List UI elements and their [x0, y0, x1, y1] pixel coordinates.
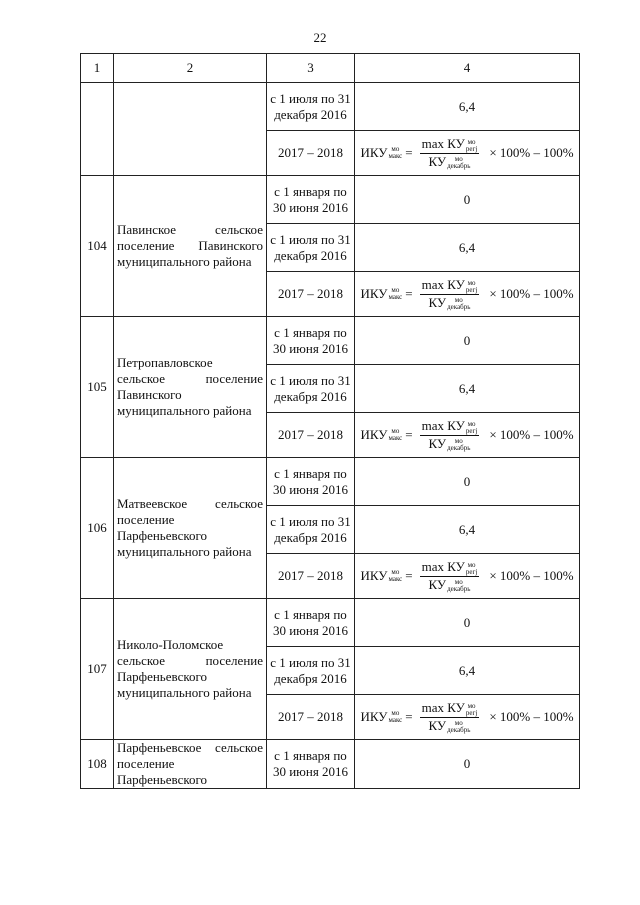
value-cell: 0 — [355, 599, 580, 647]
formula-den-sup: мо — [454, 295, 463, 304]
formula-cell — [355, 272, 580, 317]
row-number: 108 — [81, 740, 114, 789]
value-cell: 6,4 — [355, 506, 580, 554]
value-cell: 6,4 — [355, 83, 580, 131]
formula-lhs-sup: мо — [391, 709, 400, 717]
row-number: 105 — [81, 317, 114, 458]
period-cell: с 1 июля по 31 декабря 2016 — [267, 506, 355, 554]
column-header: 2 — [114, 54, 267, 83]
value-cell: 6,4 — [355, 224, 580, 272]
period-cell: с 1 января по 30 июня 2016 — [267, 599, 355, 647]
formula-numerator: max КУ — [421, 559, 465, 575]
formula-den-sup: мо — [454, 577, 463, 586]
formula-denominator: КУ — [428, 576, 447, 592]
formula-lhs: ИКУ — [360, 568, 388, 583]
formula-tail: × 100% – 100% — [489, 427, 574, 442]
formula — [358, 418, 576, 451]
formula-equals: = — [405, 427, 413, 442]
formula-numerator: max КУ — [421, 277, 465, 293]
formula-lhs-sub: макс — [388, 434, 403, 442]
period-cell: с 1 июля по 31 декабря 2016 — [267, 365, 355, 413]
formula-num-sup: мо — [467, 137, 476, 146]
formula-den-sub: декабрь — [447, 302, 471, 311]
formula — [358, 700, 576, 733]
formula-den-sub: декабрь — [447, 584, 471, 593]
formula-fraction — [420, 559, 480, 592]
settlement-name: Павинское сельское поселение Павинского муниципального района — [114, 176, 267, 317]
formula-lhs: ИКУ — [360, 286, 388, 301]
formula-cell — [355, 131, 580, 176]
formula-cell — [355, 554, 580, 599]
period-cell: с 1 июля по 31 декабря 2016 — [267, 647, 355, 695]
table-row — [81, 83, 580, 131]
formula-num-sup: мо — [467, 560, 476, 569]
formula-numerator: max КУ — [421, 136, 465, 152]
table-row — [81, 176, 580, 224]
table-row — [81, 458, 580, 506]
formula-lhs-sup: мо — [391, 427, 400, 435]
formula-den-sub: декабрь — [447, 725, 471, 734]
column-header: 4 — [355, 54, 580, 83]
value-cell: 0 — [355, 317, 580, 365]
page-number: 22 — [313, 30, 327, 45]
period-cell: 2017 – 2018 — [267, 695, 355, 740]
formula — [358, 136, 576, 169]
formula-denominator: КУ — [428, 153, 447, 169]
formula-den-sup: мо — [454, 718, 463, 727]
formula — [358, 559, 576, 592]
formula-cell — [355, 695, 580, 740]
formula-num-sup: мо — [467, 419, 476, 428]
value-cell: 0 — [355, 176, 580, 224]
formula-num-sub: регj — [465, 285, 478, 294]
period-cell: 2017 – 2018 — [267, 413, 355, 458]
value-cell: 0 — [355, 740, 580, 789]
formula-lhs-sup: мо — [391, 286, 400, 294]
period-cell: с 1 января по 30 июня 2016 — [267, 740, 355, 789]
table-body — [81, 83, 580, 789]
formula-fraction — [420, 700, 480, 733]
formula-tail: × 100% – 100% — [489, 145, 574, 160]
period-cell: с 1 января по 30 июня 2016 — [267, 176, 355, 224]
formula-tail: × 100% – 100% — [489, 709, 574, 724]
formula-lhs-sup: мо — [391, 145, 400, 153]
formula-equals: = — [405, 568, 413, 583]
table-row — [81, 599, 580, 647]
settlement-name: Николо-Поломское сельское поселение Парфеньевского муниципального района — [114, 599, 267, 740]
formula-den-sub: декабрь — [447, 443, 471, 452]
period-cell: с 1 января по 30 июня 2016 — [267, 317, 355, 365]
table-row — [81, 740, 580, 789]
formula-num-sub: регj — [465, 708, 478, 717]
formula-lhs: ИКУ — [360, 145, 388, 160]
row-number: 106 — [81, 458, 114, 599]
formula-denominator: КУ — [428, 717, 447, 733]
formula-fraction — [420, 277, 480, 310]
formula-num-sup: мо — [467, 278, 476, 287]
row-number — [81, 83, 114, 176]
formula-num-sub: регj — [465, 426, 478, 435]
formula-num-sub: регj — [465, 144, 478, 153]
value-cell: 6,4 — [355, 365, 580, 413]
settlement-name — [114, 83, 267, 176]
tariff-table — [80, 53, 580, 789]
formula-num-sup: мо — [467, 701, 476, 710]
formula-lhs: ИКУ — [360, 427, 388, 442]
formula-numerator: max КУ — [421, 700, 465, 716]
formula-lhs-sub: макс — [388, 152, 403, 160]
table-header-row — [81, 54, 580, 83]
formula-denominator: КУ — [428, 294, 447, 310]
period-cell: с 1 января по 30 июня 2016 — [267, 458, 355, 506]
column-header: 3 — [267, 54, 355, 83]
formula-num-sub: регj — [465, 567, 478, 576]
period-cell: с 1 июля по 31 декабря 2016 — [267, 83, 355, 131]
formula-fraction — [420, 136, 480, 169]
formula-equals: = — [405, 145, 413, 160]
formula-lhs-sub: макс — [388, 575, 403, 583]
formula — [358, 277, 576, 310]
column-header: 1 — [81, 54, 114, 83]
value-cell: 6,4 — [355, 647, 580, 695]
settlement-name: Парфеньевское сельское поселение Парфеньевского — [114, 740, 267, 789]
table-row — [81, 317, 580, 365]
formula-lhs-sup: мо — [391, 568, 400, 576]
period-cell: 2017 – 2018 — [267, 131, 355, 176]
row-number: 107 — [81, 599, 114, 740]
row-number: 104 — [81, 176, 114, 317]
formula-tail: × 100% – 100% — [489, 286, 574, 301]
formula-lhs-sub: макс — [388, 293, 403, 301]
formula-den-sup: мо — [454, 154, 463, 163]
formula-fraction — [420, 418, 480, 451]
formula-numerator: max КУ — [421, 418, 465, 434]
period-cell: с 1 июля по 31 декабря 2016 — [267, 224, 355, 272]
formula-equals: = — [405, 286, 413, 301]
formula-lhs: ИКУ — [360, 709, 388, 724]
value-cell: 0 — [355, 458, 580, 506]
formula-den-sup: мо — [454, 436, 463, 445]
formula-lhs-sub: макс — [388, 716, 403, 724]
period-cell: 2017 – 2018 — [267, 272, 355, 317]
settlement-name: Матвеевское сельское поселение Парфеньевского муниципального района — [114, 458, 267, 599]
formula-equals: = — [405, 709, 413, 724]
formula-denominator: КУ — [428, 435, 447, 451]
period-cell: 2017 – 2018 — [267, 554, 355, 599]
formula-tail: × 100% – 100% — [489, 568, 574, 583]
formula-cell — [355, 413, 580, 458]
formula-den-sub: декабрь — [447, 161, 471, 170]
settlement-name: Петропавловское сельское поселение Павинского муниципального района — [114, 317, 267, 458]
